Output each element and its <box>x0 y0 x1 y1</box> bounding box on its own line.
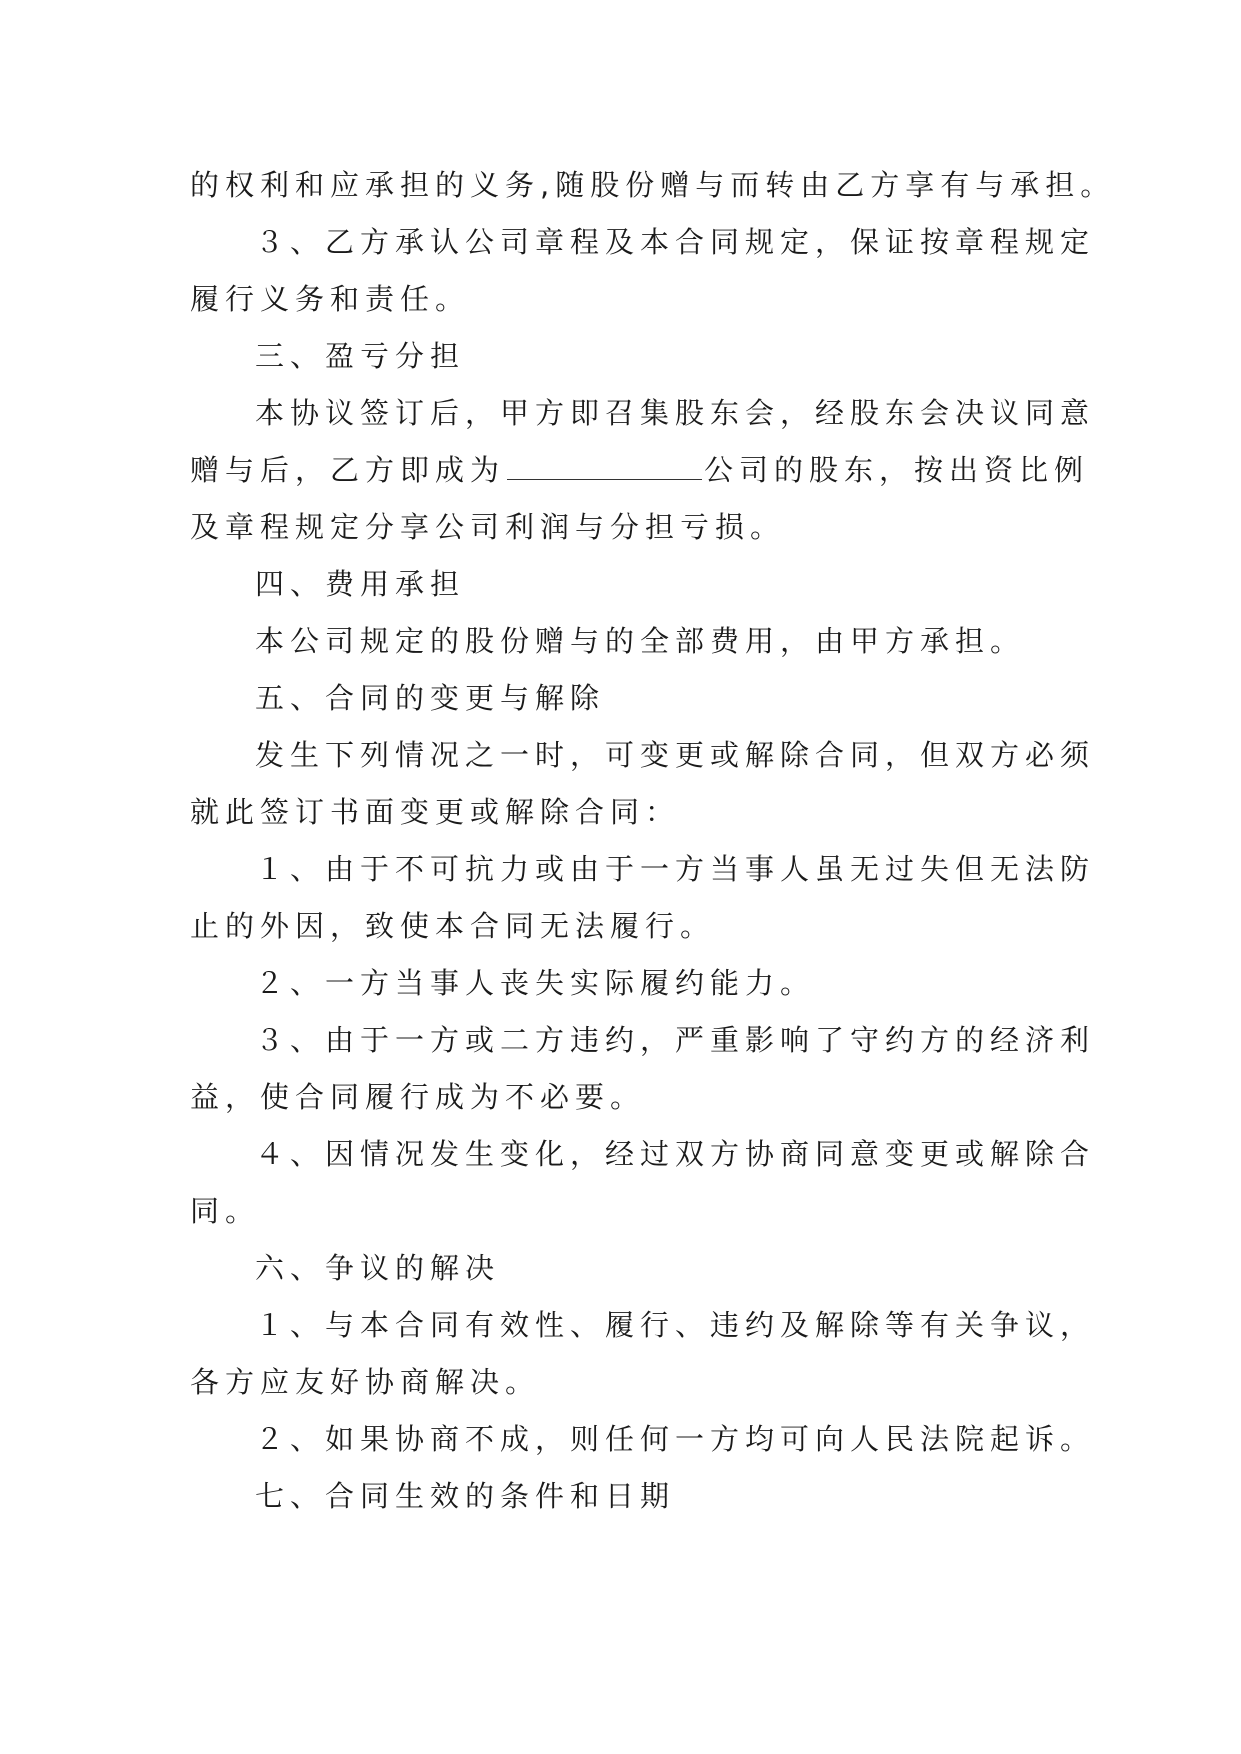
paragraph-line: 及章程规定分享公司利润与分担亏损。 <box>190 510 786 544</box>
paragraph-line: ２、如果协商不成，则任何一方均可向人民法院起诉。 <box>255 1422 1096 1456</box>
paragraph-line: 就此签订书面变更或解除合同： <box>190 795 681 829</box>
paragraph-line-with-blank <box>190 450 1089 490</box>
line-prefix: 赠与后，乙方即成为 <box>190 453 506 487</box>
paragraph-line: 本公司规定的股份赠与的全部费用，由甲方承担。 <box>255 624 1026 658</box>
section-heading: 三、盈亏分担 <box>255 339 466 373</box>
company-name-blank <box>507 455 702 480</box>
section-heading: 五、合同的变更与解除 <box>255 681 606 715</box>
paragraph-line: ３、由于一方或二方违约，严重影响了守约方的经济利 <box>255 1023 1096 1057</box>
paragraph-line: ３、乙方承认公司章程及本合同规定，保证按章程规定 <box>255 225 1096 259</box>
paragraph-line: 履行义务和责任。 <box>190 282 471 316</box>
paragraph-line: 止的外因，致使本合同无法履行。 <box>190 909 716 943</box>
paragraph-line: １、由于不可抗力或由于一方当事人虽无过失但无法防 <box>255 852 1096 886</box>
paragraph-line: 同。 <box>190 1194 261 1228</box>
paragraph-line: ２、一方当事人丧失实际履约能力。 <box>255 966 816 1000</box>
paragraph-line: 的权利和应承担的义务,随股份赠与而转由乙方享有与承担。 <box>190 168 1116 202</box>
section-heading: 六、争议的解决 <box>255 1251 501 1285</box>
line-suffix: 公司的股东，按出资比例 <box>704 453 1090 487</box>
paragraph-line: 各方应友好协商解决。 <box>190 1365 541 1399</box>
paragraph-line: 益，使合同履行成为不必要。 <box>190 1080 646 1114</box>
paragraph-line: 本协议签订后，甲方即召集股东会，经股东会决议同意 <box>255 396 1096 430</box>
paragraph-line: 发生下列情况之一时，可变更或解除合同，但双方必须 <box>255 738 1096 772</box>
section-heading: 七、合同生效的条件和日期 <box>255 1479 676 1513</box>
section-heading: 四、费用承担 <box>255 567 466 601</box>
paragraph-line: ４、因情况发生变化，经过双方协商同意变更或解除合 <box>255 1137 1096 1171</box>
paragraph-line: １、与本合同有效性、履行、违约及解除等有关争议， <box>255 1308 1096 1342</box>
